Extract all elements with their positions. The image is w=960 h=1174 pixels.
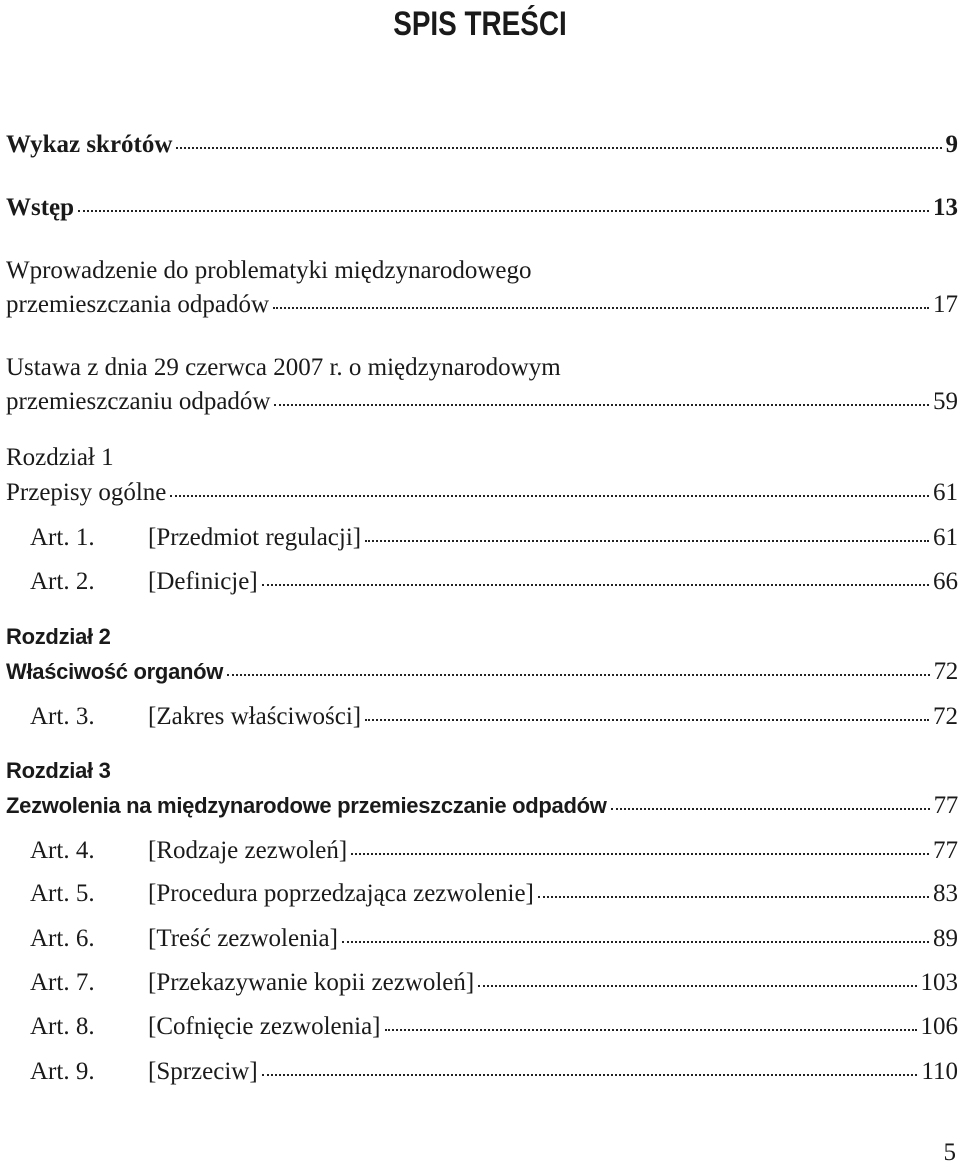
chapter-title-entry[interactable] bbox=[6, 657, 958, 687]
toc-entry-page: 72 bbox=[933, 658, 958, 685]
page-title: SPIS TREŚCI bbox=[393, 5, 567, 43]
toc-entry-page: 59 bbox=[933, 388, 958, 415]
chapter-title: Właściwość organów bbox=[6, 659, 224, 684]
dot-leader bbox=[365, 719, 929, 721]
toc-entry-page: 61 bbox=[933, 524, 958, 551]
toc-entry-page: 110 bbox=[921, 1058, 958, 1085]
chapter-title-entry[interactable] bbox=[6, 478, 958, 508]
toc-entry-label: przemieszczaniu odpadów bbox=[6, 388, 271, 415]
article-label: [Przedmiot regulacji] bbox=[148, 524, 362, 551]
article-number: Art. 4. bbox=[30, 837, 95, 864]
toc-entry-page: 77 bbox=[933, 792, 958, 819]
toc-entry-label: Wstęp bbox=[6, 194, 75, 221]
chapter-heading: Rozdział 2 bbox=[6, 624, 111, 649]
toc-entry-page: 83 bbox=[933, 880, 958, 907]
dot-leader bbox=[385, 1029, 917, 1031]
dot-leader bbox=[365, 540, 929, 542]
article-number: Art. 6. bbox=[30, 925, 95, 952]
toc-entry-page: 9 bbox=[945, 131, 958, 158]
dot-leader bbox=[176, 147, 941, 149]
article-entry[interactable] bbox=[30, 836, 958, 866]
article-label: [Przekazywanie kopii zezwoleń] bbox=[148, 969, 475, 996]
toc-entry-page: 61 bbox=[933, 479, 958, 506]
chapter-heading: Rozdział 3 bbox=[6, 758, 111, 783]
page-number: 5 bbox=[943, 1139, 956, 1166]
article-number: Art. 1. bbox=[30, 524, 95, 551]
dot-leader bbox=[227, 674, 930, 676]
article-number: Art. 7. bbox=[30, 969, 95, 996]
toc-entry-introduction[interactable] bbox=[6, 193, 958, 223]
toc-entry-line1: Ustawa z dnia 29 czerwca 2007 r. o międzynarodowym bbox=[6, 354, 561, 381]
chapter-title-entry[interactable] bbox=[6, 791, 958, 821]
article-number: Art. 3. bbox=[30, 703, 95, 730]
article-entry[interactable] bbox=[30, 1012, 958, 1042]
article-entry[interactable] bbox=[30, 924, 958, 954]
dot-leader bbox=[478, 985, 916, 987]
toc-entry-page: 103 bbox=[920, 969, 958, 996]
toc-entry-page: 72 bbox=[933, 703, 958, 730]
article-label: [Cofnięcie zezwolenia] bbox=[148, 1013, 381, 1040]
article-label: [Treść zezwolenia] bbox=[148, 925, 338, 952]
article-number: Art. 2. bbox=[30, 568, 95, 595]
toc-entry-page: 77 bbox=[933, 837, 958, 864]
chapter-heading: Rozdział 1 bbox=[6, 444, 114, 471]
article-entry[interactable] bbox=[30, 1057, 958, 1087]
toc-entry-label: przemieszczania odpadów bbox=[6, 291, 270, 318]
chapter-title: Zezwolenia na międzynarodowe przemieszczanie odpadów bbox=[6, 793, 607, 818]
article-label: [Definicje] bbox=[148, 568, 258, 595]
article-entry[interactable] bbox=[30, 523, 958, 553]
article-number: Art. 9. bbox=[30, 1058, 95, 1085]
article-label: [Procedura poprzedzająca zezwolenie] bbox=[148, 880, 534, 907]
article-number: Art. 8. bbox=[30, 1013, 95, 1040]
article-label: [Zakres właściwości] bbox=[148, 703, 362, 730]
dot-leader bbox=[262, 1074, 918, 1076]
chapter-title: Przepisy ogólne bbox=[6, 479, 167, 506]
dot-leader bbox=[78, 210, 929, 212]
article-number: Art. 5. bbox=[30, 880, 95, 907]
toc-entry-page: 66 bbox=[933, 568, 958, 595]
toc-entry-page: 106 bbox=[920, 1013, 958, 1040]
toc-entry-page: 89 bbox=[933, 925, 958, 952]
article-entry[interactable] bbox=[30, 968, 958, 998]
dot-leader bbox=[274, 404, 929, 406]
article-label: [Rodzaje zezwoleń] bbox=[148, 837, 348, 864]
toc-entry-problematics[interactable] bbox=[6, 290, 958, 320]
toc-entry-page: 17 bbox=[933, 291, 958, 318]
dot-leader bbox=[351, 853, 929, 855]
article-entry[interactable] bbox=[30, 567, 958, 597]
toc-entry-act[interactable] bbox=[6, 387, 958, 417]
article-entry[interactable] bbox=[30, 702, 958, 732]
dot-leader bbox=[273, 307, 929, 309]
article-entry[interactable] bbox=[30, 879, 958, 909]
dot-leader bbox=[611, 808, 930, 810]
dot-leader bbox=[170, 495, 929, 497]
toc-entry-label: Wykaz skrótów bbox=[6, 131, 173, 158]
dot-leader bbox=[342, 941, 929, 943]
toc-entry-abbreviations[interactable] bbox=[6, 130, 958, 160]
dot-leader bbox=[538, 896, 929, 898]
article-label: [Sprzeciw] bbox=[148, 1058, 258, 1085]
toc-entry-page: 13 bbox=[933, 194, 958, 221]
toc-entry-line1: Wprowadzenie do problematyki międzynarodowego bbox=[6, 257, 532, 284]
dot-leader bbox=[262, 584, 929, 586]
